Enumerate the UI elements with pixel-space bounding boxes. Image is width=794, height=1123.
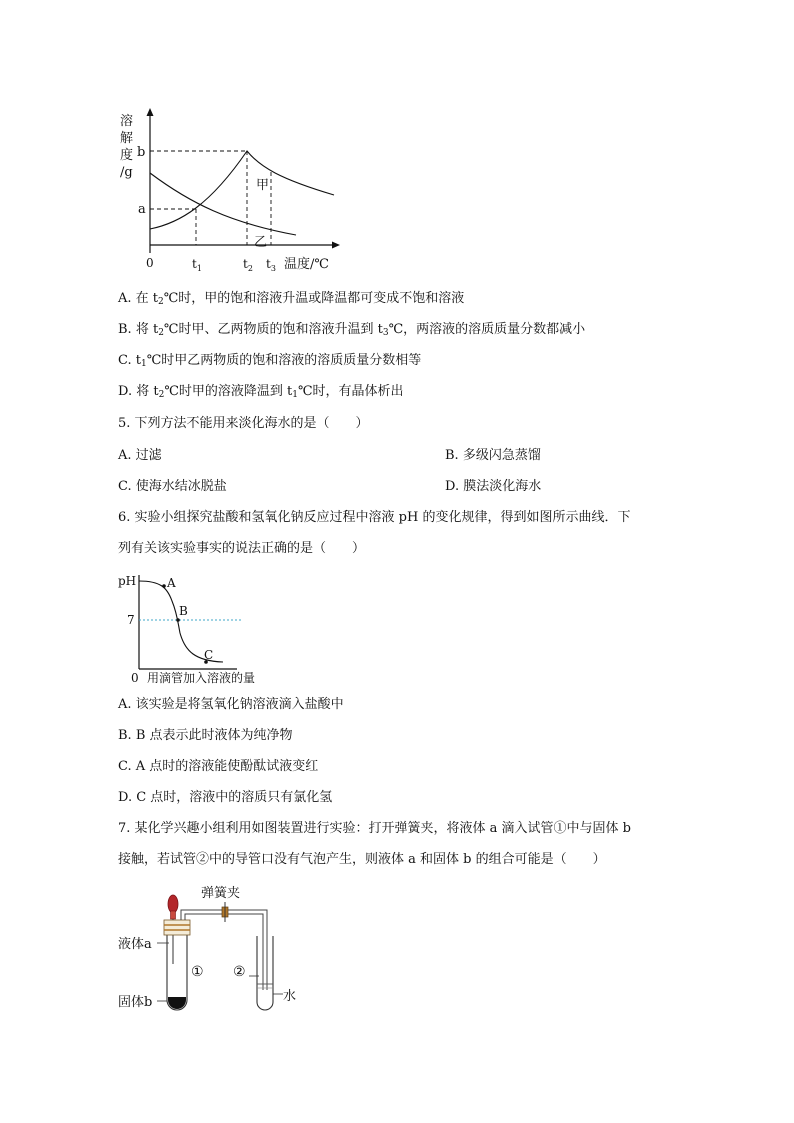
ph-chart: [115, 565, 295, 690]
dropper-bulb-icon: [168, 895, 178, 913]
test-tube-2: [257, 936, 273, 1010]
q5-option-c: C. 使海水结冰脱盐: [118, 479, 227, 494]
x-axis-label: 温度/℃: [284, 257, 329, 272]
y-axis-label-2: 解: [120, 131, 134, 146]
tube1-label: ①: [191, 964, 204, 980]
clamp-label: 弹簧夹: [201, 886, 241, 901]
curve-jia: [150, 151, 334, 229]
stopper-1: [164, 920, 190, 935]
q6-option-a: A. 该实验是将氢氧化钠溶液滴入盐酸中: [118, 697, 344, 712]
q5-option-a: A. 过滤: [118, 448, 162, 463]
x-tick-t2: $t_2$: [243, 257, 253, 273]
ph-point-c-label: C: [204, 648, 214, 662]
ph-point-b-label: B: [179, 604, 188, 618]
ph-x-label: 用滴管加入溶液的量: [147, 671, 256, 685]
y-axis-label-3: 度: [120, 148, 134, 163]
q6-option-b: B. B 点表示此时液体为纯净物: [118, 728, 293, 743]
q6-option-d: D. C 点时，溶液中的溶质只有氯化氢: [118, 790, 333, 805]
q5-option-d: D. 膜法淡化海水: [445, 479, 542, 494]
apparatus-diagram: [115, 880, 315, 1020]
q4-option-b: B. 将 $t_2℃$时甲、乙两物质的饱和溶液升温到 $t_3℃$，两溶液的溶质质量分数都减小: [118, 322, 586, 338]
dropper-neck: [171, 911, 176, 919]
ph-point-a-label: A: [167, 576, 176, 590]
q5-option-b: B. 多级闪急蒸馏: [445, 448, 541, 463]
y-axis-label-4: /g: [120, 165, 133, 180]
q7-stem-line1: 7. 某化学兴趣小组利用如图装置进行实验：打开弹簧夹，将液体 a 滴入试管①中与固体 b: [118, 821, 632, 836]
y-axis-arrow: [147, 108, 154, 116]
solubility-chart: [110, 105, 350, 275]
y-tick-b: b: [137, 145, 146, 160]
ph-y-label: pH: [118, 574, 137, 588]
x-tick-t1: $t_1$: [192, 257, 202, 273]
point-b: [176, 618, 180, 622]
curve-label-yi: 乙: [254, 235, 268, 250]
solid-b-label: 固体b: [118, 995, 153, 1010]
q4-option-c: C. $t_1℃$时甲乙两物质的饱和溶液的溶质质量分数相等: [118, 353, 422, 369]
q7-stem-line2: 接触，若试管②中的导管口没有气泡产生，则液体 a 和固体 b 的组合可能是（ ）: [118, 852, 606, 867]
q6-stem-line1: 6. 实验小组探究盐酸和氢氧化钠反应过程中溶液 pH 的变化规律，得到如图所示曲线．下: [118, 510, 631, 525]
q4-option-a: A. 在 $t_2℃$时，甲的饱和溶液升温或降温都可变成不饱和溶液: [118, 291, 465, 307]
liquid-a-label: 液体a: [118, 937, 152, 952]
y-axis-label-1: 溶: [120, 114, 134, 129]
q5-stem: 5. 下列方法不能用来淡化海水的是（ ）: [118, 416, 369, 431]
q6-stem-line2: 列有关该实验事实的说法正确的是（ ）: [118, 541, 366, 556]
water-label: 水: [283, 989, 297, 1004]
x-tick-t3: $t_3$: [266, 257, 276, 273]
origin-label: 0: [146, 256, 154, 270]
q4-option-d: D. 将 $t_2℃$时甲的溶液降温到 $t_1℃$时，有晶体析出: [118, 384, 404, 400]
q6-option-c: C. A 点时的溶液能使酚酞试液变红: [118, 759, 319, 774]
y-tick-a: a: [138, 202, 146, 217]
ph-origin: 0: [131, 671, 139, 685]
tube2-label: ②: [233, 964, 246, 980]
curve-label-jia: 甲: [256, 178, 270, 193]
point-a: [162, 584, 166, 588]
ph-y-tick-7: 7: [127, 613, 135, 627]
x-axis-arrow: [332, 242, 340, 249]
